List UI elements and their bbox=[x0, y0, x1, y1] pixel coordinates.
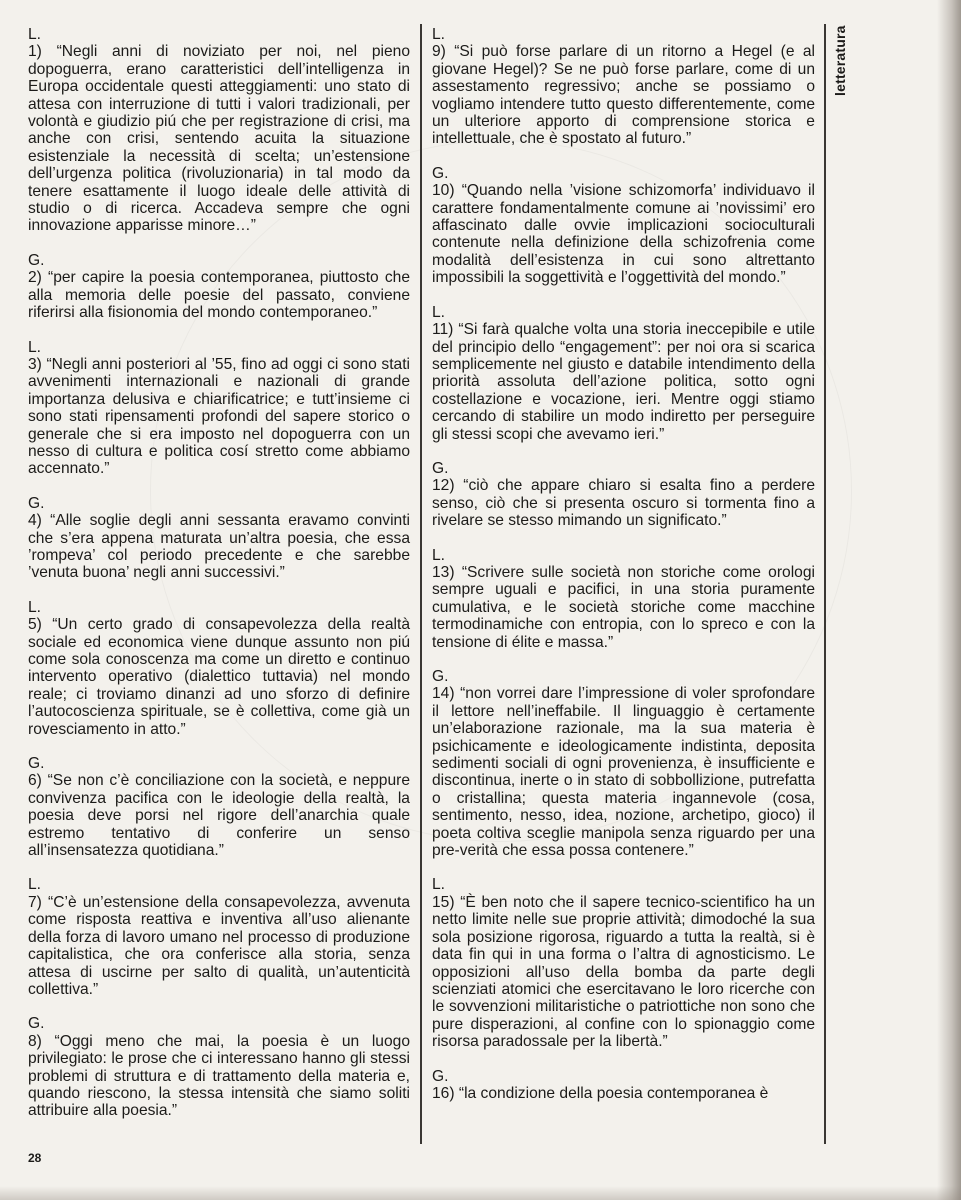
dialogue-entry bbox=[432, 26, 815, 148]
dialogue-entry bbox=[432, 668, 815, 859]
right-column bbox=[432, 26, 815, 1119]
speaker-label: L. bbox=[28, 26, 42, 43]
speaker-label: L. bbox=[28, 598, 42, 616]
speaker-label: G. bbox=[28, 1015, 45, 1033]
quote-text: 5) “Un certo grado di consapevolezza della realtà sociale ed economica viene dunque assunto non piú come sola conoscenza ma come un diretto e continuo intervento operativo (dialettico tuttavia) nel mondo reale; ci troviamo dinanzi ad uno sforzo di definire l’autocoscienza spirituale, se è collettiva, come già un rovesciamento in atto.” bbox=[28, 616, 410, 738]
quote-text: 9) “Si può forse parlare di un ritorno a Hegel (e al giovane Hegel)? Se ne può forse parlare, come di un assestamento regressivo; anche se possiamo o vogliamo intendere tutto questo differentemente, come un ulteriore apporto di comprensione storica e intellettuale, che è spostato al futuro.” bbox=[432, 43, 815, 148]
dialogue-entry bbox=[28, 252, 410, 322]
dialogue-entry bbox=[432, 460, 815, 530]
speaker-label: L. bbox=[432, 303, 446, 321]
quote-text: 10) “Quando nella ’visione schizomorfa’ individuavo il carattere fondamentalmente comune ai ’novissimi’ ero affascinato dalle ovvie implicazioni socioculturali contenute nella definizione della schizofrenia come modalità dell’esistenza in cui sono altrettanto impossibili la soggettività e l’oggettività del mondo.” bbox=[432, 182, 815, 287]
quote-text: 13) “Scrivere sulle società non storiche come orologi sempre uguali e pacifici, in una storia puramente cumulativa, e le società storiche come macchine termodinamiche con entropia, con lo spreco e con la tensione di élite e massa.” bbox=[432, 563, 815, 651]
page-bottom-shadow bbox=[0, 1186, 961, 1200]
dialogue-entry bbox=[28, 599, 410, 738]
section-label: letteratura bbox=[832, 25, 848, 96]
dialogue-entry bbox=[28, 755, 410, 859]
quote-text: 16) “la condizione della poesia contemporanea è bbox=[432, 1084, 769, 1102]
left-column bbox=[28, 26, 410, 1137]
speaker-label: L. bbox=[28, 338, 42, 356]
speaker-label: G. bbox=[28, 251, 45, 269]
dialogue-entry bbox=[28, 1015, 410, 1119]
speaker-label: L. bbox=[28, 876, 42, 894]
speaker-label: L. bbox=[432, 26, 446, 43]
dialogue-entry bbox=[28, 876, 410, 998]
quote-text: 3) “Negli anni posteriori al ’55, fino ad oggi ci sono stati avvenimenti internazionali e nazionali di grande importanza delusiva e chiarificatrice; e tutt’insieme ci sono stati ripensamenti profondi del sapere storico o generale che si era imposto nel dopoguerra con un nesso di cultura e politica cosí stretto come abbiamo accennato.” bbox=[28, 355, 410, 478]
margin-divider bbox=[824, 24, 826, 1144]
speaker-label: G. bbox=[432, 1067, 449, 1085]
quote-text: 14) “non vorrei dare l’impressione di voler sprofondare il lettore nell’ineffabile. Il linguaggio è certamente un’elaborazione razionale, ma la sua materia è psichicamente e ideologicamente indistinta, deposita sedimenti sociali di ogni provenienza, è insufficiente e discontinua, inerte o in stato di sobbollizione, putrefatta o cristallina; questa materia ingannevole (cosa, sentimento, nesso, idea, nozione, archetipo, gioco) il poeta coltiva sceglie manipola senza riguardo per una pre-verità che essa possa contenere.” bbox=[432, 685, 815, 860]
speaker-label: L. bbox=[432, 876, 446, 894]
speaker-label: G. bbox=[28, 755, 45, 773]
quote-text: 12) “ciò che appare chiaro si esalta fino a perdere senso, ciò che si presenta oscuro si tormenta fino a rivelare se stesso mimando un significato.” bbox=[432, 477, 815, 530]
speaker-label: G. bbox=[432, 164, 449, 182]
quote-text: 6) “Se non c’è conciliazione con la società, e neppure convivenza pacifica con le ideologie della realtà, la poesia deve porsi nel rigore dell’anarchia quale estremo tentativo di conferire un senso all’insensatezza quotidiana.” bbox=[28, 772, 410, 860]
quote-text: 8) “Oggi meno che mai, la poesia è un luogo privilegiato: le prose che ci interessano hanno gli stessi problemi di struttura e di trattamento della materia e, quando riescono, la stessa intensità che siamo soliti attribuire alla poesia.” bbox=[28, 1032, 410, 1120]
page-number: 28 bbox=[28, 1151, 42, 1165]
dialogue-entry bbox=[28, 495, 410, 582]
dialogue-entry bbox=[432, 547, 815, 651]
quote-text: 11) “Si farà qualche volta una storia ineccepibile e utile del principio dello “engagement”: per noi ora si scarica semplicemente nel giusto e databile intendimento della priorità assoluta dell’azione politica, sotto ogni costellazione e vocazione, ieri. Mentre oggi stiamo cercando di stabilire un modo indiretto per perseguire gli stessi scopi che avevamo ieri.” bbox=[432, 321, 815, 443]
quote-text: 4) “Alle soglie degli anni sessanta eravamo convinti che s’era appena maturata un’altra poesia, che essa ’rompeva’ col periodo precedente e che sarebbe ’venuta buona’ negli anni successivi.” bbox=[28, 512, 410, 582]
dialogue-entry bbox=[432, 304, 815, 443]
quote-text: 7) “C’è un’estensione della consapevolezza, avvenuta come risposta reattiva e inventiva all’uso alienante della forza di lavoro umano nel processo di produzione capitalistica, che ora conferisce alla storia, senza attesa di uscirne per salto di qualità, un’autenticità collettiva.” bbox=[28, 893, 410, 998]
page-edge-shadow bbox=[937, 0, 961, 1200]
speaker-label: L. bbox=[432, 546, 446, 564]
speaker-label: G. bbox=[28, 494, 45, 512]
dialogue-entry bbox=[432, 165, 815, 287]
quote-text: 2) “per capire la poesia contemporanea, piuttosto che alla memoria delle poesie del passato, conviene riferirsi alla fisionomia del mondo contemporaneo.” bbox=[28, 269, 410, 322]
quote-text: 15) “È ben noto che il sapere tecnico-scientifico ha un netto limite nelle sue proprie attività; dimodoché la sua sola posizione rigorosa, riguardo a tutta la realtà, si è data fin qui in una forma o l’altra di agnosticismo. Le opposizioni all’uso della bomba da parte degli scienziati atomici che esercitavano le loro ricerche con le sovvenzioni militaristiche o patriottiche non sono che pure disperazioni, al confine con lo spionaggio come risorsa paradossale per la libertà.” bbox=[432, 893, 815, 1051]
column-divider bbox=[420, 24, 422, 1144]
dialogue-entry bbox=[28, 26, 410, 235]
speaker-label: G. bbox=[432, 668, 449, 685]
quote-text: 1) “Negli anni di noviziato per noi, nel pieno dopoguerra, erano caratteristici dell’intelligenza in Europa occidentale questi atteggiamenti: uno stato di attesa con interruzione di tutti i valori tradizionali, per volontà e giudizio piú che per registrazione di crisi, ma anche con crisi, sentendo acuita la situazione esistenziale la necessità di scelta; un’estensione dell’urgenza politica (rivoluzionaria) in tal modo da tenere esattamente il luogo ideale delle attività di studio o di ricerca. Accadeva sempre che ogni innovazione apparisse minore…” bbox=[28, 43, 410, 235]
dialogue-entry bbox=[28, 339, 410, 478]
dialogue-entry bbox=[432, 876, 815, 1050]
dialogue-entry bbox=[432, 1068, 815, 1103]
speaker-label: G. bbox=[432, 459, 449, 477]
